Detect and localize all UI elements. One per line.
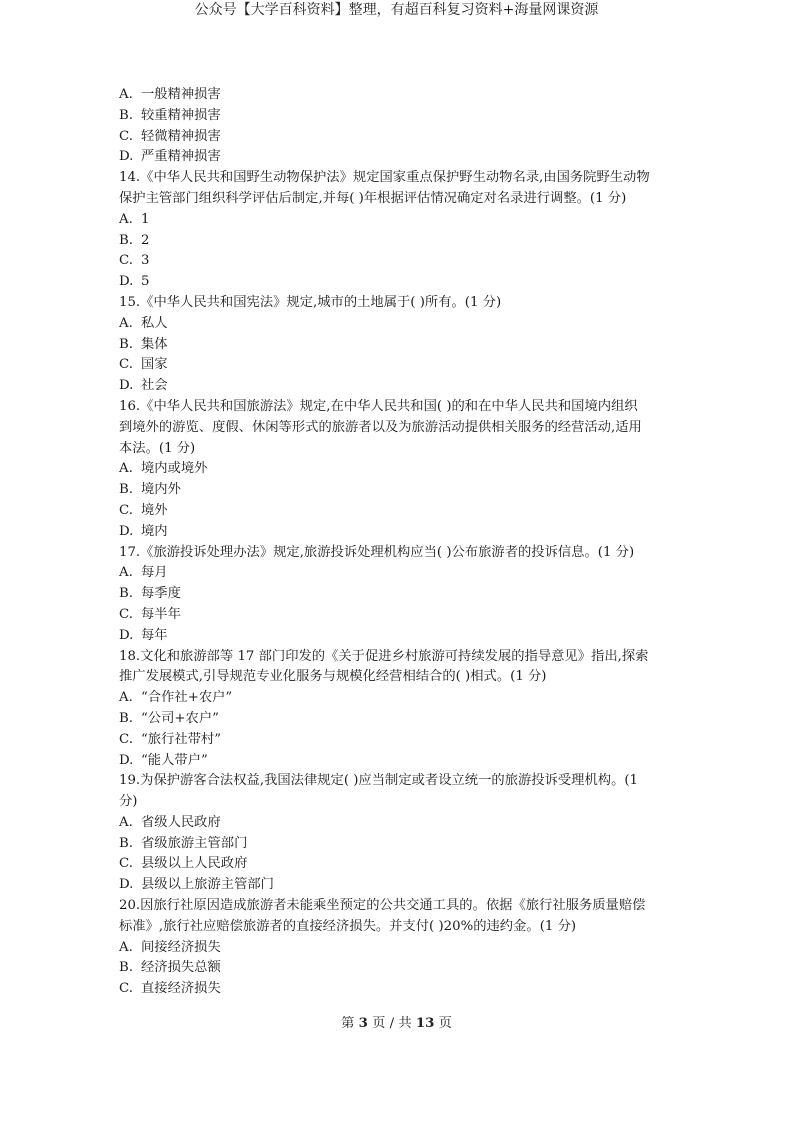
answer-option [119, 251, 675, 272]
option-text: 每年 [141, 627, 168, 643]
answer-option [119, 335, 675, 356]
question-block [119, 293, 675, 397]
question-block [119, 397, 675, 543]
footer-total-pages: 13 [415, 1016, 435, 1031]
footer-suffix: 页 [438, 1016, 452, 1031]
question-text-line: 17.《旅游投诉处理办法》规定,旅游投诉处理机构应当( )公布旅游者的投诉信息。(1 分) [119, 544, 635, 560]
option-letter: A. [119, 939, 133, 955]
footer-prefix: 第 [341, 1016, 355, 1031]
option-text: 私人 [141, 315, 168, 331]
option-text: 县级以上旅游主管部门 [141, 877, 274, 893]
answer-option [119, 938, 675, 959]
answer-option [119, 626, 675, 647]
option-letter: D. [119, 149, 134, 165]
option-letter: C. [119, 128, 133, 144]
question-list [119, 85, 675, 1000]
option-letter: B. [119, 710, 133, 726]
option-text: 直接经济损失 [141, 981, 221, 997]
option-letter: B. [119, 960, 133, 976]
answer-option [119, 605, 675, 626]
answer-option [119, 854, 675, 875]
option-letter: B. [119, 336, 133, 352]
option-letter: A. [119, 461, 133, 477]
answer-option [119, 563, 675, 584]
option-text: “公司+农户” [141, 710, 219, 726]
option-text: 社会 [141, 378, 168, 394]
option-text: 严重精神损害 [141, 149, 221, 165]
header-text: 公众号【大学百科资料】整理，有超百科复习资料+海量网课资源 [194, 2, 599, 18]
option-text: 每半年 [141, 606, 181, 622]
answer-option [119, 85, 675, 106]
option-letter: C. [119, 502, 133, 518]
option-letter: C. [119, 253, 133, 269]
option-text: 集体 [141, 336, 168, 352]
option-letter: A. [119, 87, 133, 102]
option-letter: C. [119, 856, 133, 872]
option-text: 境内或境外 [141, 461, 208, 477]
answer-option [119, 584, 675, 605]
option-text: 一般精神损害 [141, 87, 221, 102]
option-text: 较重精神损害 [141, 107, 221, 123]
answer-option [119, 522, 675, 543]
question-text-line: 18.文化和旅游部等 17 部门印发的《关于促进乡村旅游可持续发展的指导意见》指出,探索 [119, 648, 649, 664]
question-text-line: 推广发展模式,引导规范专业化服务与规模化经营相结合的( )相式。(1 分) [119, 669, 547, 685]
option-letter: B. [119, 232, 133, 248]
option-text: 3 [141, 253, 150, 269]
option-letter: B. [119, 482, 133, 498]
option-letter: D. [119, 877, 134, 893]
page-header [0, 0, 793, 20]
question-text-line: 20.因旅行社原因造成旅游者未能乘坐预定的公共交通工具的。依据《旅行社服务质量赔偿 [119, 898, 646, 914]
option-text: 境内 [141, 523, 168, 539]
option-text: 经济损失总额 [141, 960, 221, 976]
option-text: 省级人民政府 [141, 814, 221, 830]
answer-option [119, 355, 675, 376]
answer-option [119, 376, 675, 397]
answer-option [119, 730, 675, 751]
question-block [119, 647, 675, 772]
question-block [119, 168, 675, 293]
answer-option [119, 501, 675, 522]
question-text-line: 标准》,旅行社应赔偿旅游者的直接经济损失。并支付( )20%的违约金。(1 分) [119, 918, 577, 934]
option-letter: D. [119, 627, 134, 643]
option-letter: C. [119, 606, 133, 622]
option-letter: A. [119, 315, 133, 331]
option-text: 5 [141, 274, 150, 290]
answer-option [119, 231, 675, 252]
question-text-line: 16.《中华人民共和国旅游法》规定,在中华人民共和国( )的和在中华人民共和国境内组织 [119, 398, 638, 414]
option-letter: D. [119, 523, 134, 539]
answer-option [119, 106, 675, 127]
option-letter: A. [119, 690, 133, 706]
answer-option [119, 979, 675, 1000]
option-text: “合作社+农户” [141, 690, 233, 706]
option-letter: D. [119, 752, 134, 768]
option-letter: B. [119, 835, 133, 851]
question-text-line: 分) [119, 794, 138, 810]
answer-option [119, 127, 675, 148]
option-text: 间接经济损失 [141, 939, 221, 955]
option-text: 2 [141, 232, 150, 248]
answer-option [119, 688, 675, 709]
option-text: 国家 [141, 357, 168, 373]
option-letter: C. [119, 357, 133, 373]
answer-option [119, 147, 675, 168]
answer-option [119, 272, 675, 293]
answer-option [119, 459, 675, 480]
answer-option [119, 210, 675, 231]
question-text-line: 19.为保护游客合法权益,我国法律规定( )应当制定或者设立统一的旅游投诉受理机构。(1 [119, 773, 639, 789]
answer-option [119, 480, 675, 501]
question-text-line: 保护主管部门组织科学评估后制定,并每( )年根据评估情况确定对名录进行调整。(1 分) [119, 190, 627, 206]
option-letter: A. [119, 211, 133, 227]
option-letter: B. [119, 107, 133, 123]
option-text: 1 [141, 211, 150, 227]
option-text: 境外 [141, 502, 168, 518]
option-letter: A. [119, 814, 133, 830]
option-text: “旅行社带村” [141, 731, 222, 747]
footer-current-page: 3 [358, 1016, 368, 1031]
answer-option [119, 834, 675, 855]
answer-option [119, 875, 675, 896]
option-text: 每季度 [141, 586, 181, 602]
option-letter: C. [119, 981, 133, 997]
option-text: 县级以上人民政府 [141, 856, 248, 872]
option-letter: D. [119, 274, 134, 290]
answer-option [119, 314, 675, 335]
footer-middle: 页 / 共 [372, 1016, 412, 1031]
option-text: 每月 [141, 565, 168, 581]
page-footer [0, 1014, 793, 1034]
question-block [119, 771, 675, 896]
answer-option [119, 813, 675, 834]
answer-option [119, 958, 675, 979]
answer-option [119, 709, 675, 730]
option-letter: B. [119, 586, 133, 602]
option-text: 境内外 [141, 482, 181, 498]
option-text: 省级旅游主管部门 [141, 835, 248, 851]
question-text-line: 到境外的游览、度假、休闲等形式的旅游者以及为旅游活动提供相关服务的经营活动,适用 [119, 419, 642, 435]
question-block [119, 896, 675, 1000]
question-text-line: 15.《中华人民共和国宪法》规定,城市的土地属于( )所有。(1 分) [119, 294, 502, 310]
answer-option [119, 751, 675, 772]
option-letter: A. [119, 565, 133, 581]
option-text: 轻微精神损害 [141, 128, 221, 144]
question-block [119, 543, 675, 647]
option-letter: C. [119, 731, 133, 747]
option-letter: D. [119, 378, 134, 394]
option-text: “能人带户” [141, 752, 208, 768]
question-text-line: 本法。(1 分) [119, 440, 196, 456]
question-text-line: 14.《中华人民共和国野生动物保护法》规定国家重点保护野生动物名录,由国务院野生动物 [119, 170, 650, 186]
